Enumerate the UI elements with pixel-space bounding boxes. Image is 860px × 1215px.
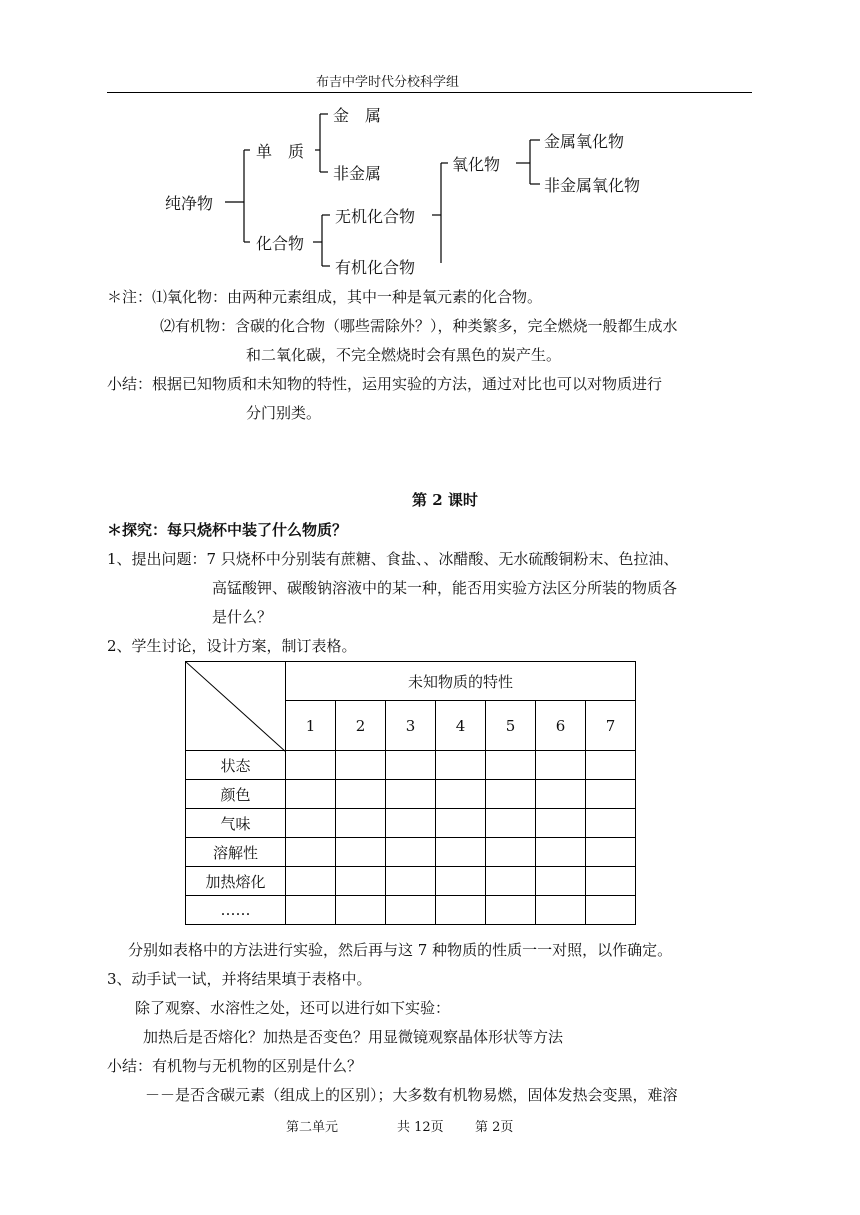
footer-unit: 第二单元 <box>286 1120 339 1135</box>
column-header: 1 <box>286 701 336 751</box>
summary-answer: －－是否含碳元素（组成上的区别）；大多数有机物易燃，固体发热会变黑，难溶 <box>145 1086 678 1104</box>
table-row <box>186 867 636 896</box>
row-label: …… <box>186 896 286 925</box>
column-header: 6 <box>536 701 586 751</box>
column-header: 5 <box>486 701 536 751</box>
tree-metal-label: 金 属 <box>333 106 382 125</box>
tree-simple-label: 单 质 <box>256 142 305 161</box>
tree-nonmetal-oxide-label: 非金属氧化物 <box>544 176 641 195</box>
row-label: 气味 <box>186 809 286 838</box>
question-line2: 高锰酸钾、碳酸钠溶液中的某一种，能否用实验方法区分所装的物质各 <box>212 579 678 597</box>
page-header-title: 布吉中学时代分校科学组 <box>316 75 460 90</box>
question-line1: 1、提出问题：7 只烧杯中分别装有蔗糖、食盐、、冰醋酸、无水硫酸铜粉末、色拉油、 <box>107 550 679 568</box>
properties-table <box>185 661 636 925</box>
table-row <box>186 809 636 838</box>
summary-line1: 小结：根据已知物质和未知物的特性，运用实验的方法，通过对比也可以对物质进行 <box>107 375 663 393</box>
row-label: 加热熔化 <box>186 867 286 896</box>
table-group-header: 未知物质的特性 <box>286 662 636 701</box>
experiments-intro: 除了观察、水溶性之处，还可以进行如下实验： <box>135 999 451 1017</box>
step3-line: 3、动手试一试，并将结果填于表格中。 <box>107 970 372 988</box>
row-label: 颜色 <box>186 780 286 809</box>
tree-inorganic-label: 无机化合物 <box>335 207 416 226</box>
row-label: 状态 <box>186 751 286 780</box>
summary-question: 小结：有机物与无机物的区别是什么？ <box>107 1057 363 1075</box>
row-label: 溶解性 <box>186 838 286 867</box>
column-header: 3 <box>386 701 436 751</box>
column-header: 7 <box>586 701 636 751</box>
table-row <box>186 896 636 925</box>
footer-page-number: 第 2页 <box>475 1120 514 1135</box>
table-row <box>186 780 636 809</box>
tree-compound-label: 化合物 <box>256 234 305 253</box>
tree-organic-label: 有机化合物 <box>335 258 416 277</box>
footer-total-pages: 共 12页 <box>397 1120 444 1135</box>
diagonal-line <box>186 662 286 752</box>
note-organic-line1: ⑵有机物：含碳的化合物（哪些需除外？），种类繁多，完全燃烧一般都生成水 <box>160 317 678 335</box>
tree-oxide-label: 氧化物 <box>452 155 501 174</box>
table-corner-cell <box>186 662 286 751</box>
column-header: 2 <box>336 701 386 751</box>
table-row <box>186 838 636 867</box>
lesson-title: 第 2 课时 <box>412 491 478 509</box>
summary-line2: 分门别类。 <box>246 404 322 422</box>
note-oxide: ＊注：⑴氧化物：由两种元素组成，其中一种是氧元素的化合物。 <box>107 288 543 306</box>
column-header: 4 <box>436 701 486 751</box>
experiments-list: 加热后是否熔化？加热是否变色？用显微镜观察晶体形状等方法 <box>143 1028 564 1046</box>
tree-metal-oxide-label: 金属氧化物 <box>544 132 625 151</box>
tree-nonmetal-label: 非金属 <box>333 164 382 183</box>
tree-root-label: 纯净物 <box>165 194 214 213</box>
note-organic-line2: 和二氧化碳，不完全燃烧时会有黑色的炭产生。 <box>246 346 562 364</box>
explore-heading: ＊探究：每只烧杯中装了什么物质？ <box>107 521 348 539</box>
question-line3: 是什么？ <box>212 608 273 626</box>
procedure-line: 分别如表格中的方法进行实验，然后再与这 7 种物质的性质一一对照，以作确定。 <box>128 941 673 959</box>
tree-lines <box>0 0 860 290</box>
table-row <box>186 751 636 780</box>
discussion-line: 2、学生讨论，设计方案，制订表格。 <box>107 637 357 655</box>
